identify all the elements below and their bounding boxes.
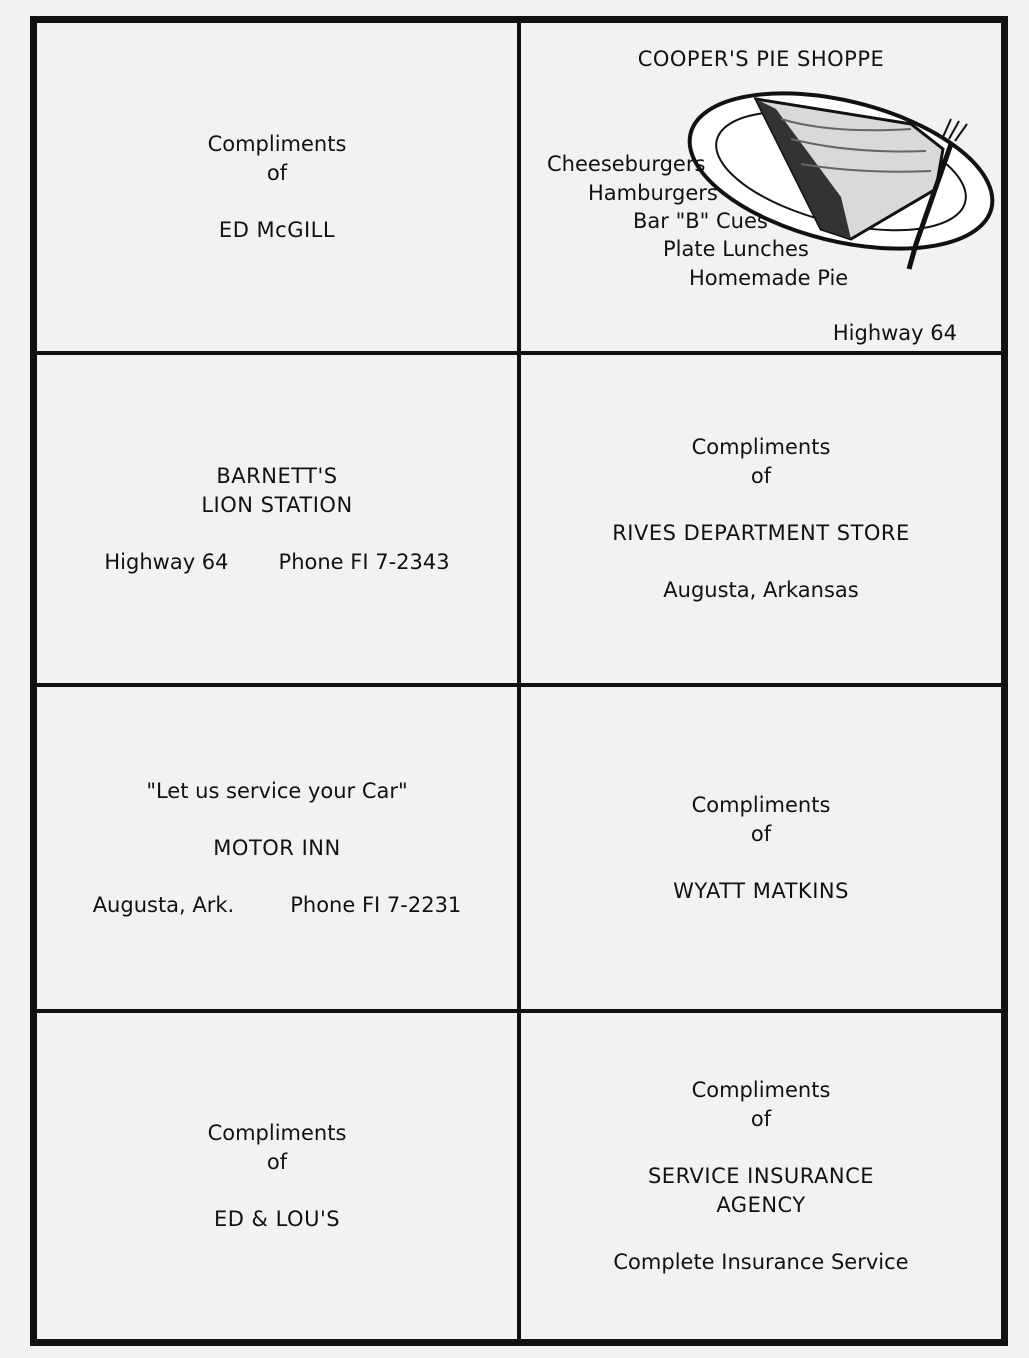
of-text: of — [750, 821, 772, 846]
of-text: of — [750, 1106, 772, 1131]
of-text: of — [266, 160, 288, 185]
advertiser-name-line2: LION STATION — [201, 492, 353, 517]
ad-barnetts-lion-station — [37, 355, 521, 687]
advertiser-name: BARNETT'S — [216, 463, 338, 488]
of-text: of — [266, 1149, 288, 1174]
ad-page — [30, 16, 1008, 1346]
advertiser-name: ED & LOU'S — [213, 1206, 341, 1231]
advertiser-name: WYATT MATKINS — [673, 878, 849, 903]
advertiser-name-line2: AGENCY — [716, 1192, 806, 1217]
ad-ed-mcgill — [37, 23, 521, 355]
advertiser-name: ED McGILL — [218, 217, 336, 242]
advertiser-name: RIVES DEPARTMENT STORE — [612, 521, 910, 545]
ad-ed-and-lous — [37, 1013, 521, 1339]
address-text: Highway 64 — [832, 321, 957, 345]
compliments-text: Compliments — [691, 1077, 831, 1102]
advertiser-name: MOTOR INN — [213, 835, 341, 860]
ad-wyatt-matkins — [521, 687, 1001, 1013]
advertiser-name: COOPER'S PIE SHOPPE — [637, 47, 885, 71]
compliments-text: Compliments — [207, 1120, 347, 1145]
ad-coopers-pie-shoppe — [521, 23, 1001, 355]
tagline-text: Complete Insurance Service — [613, 1249, 909, 1274]
ad-motor-inn — [37, 687, 521, 1013]
ad-rives-department-store — [521, 355, 1001, 687]
compliments-text: Compliments — [691, 792, 831, 817]
advertiser-name: SERVICE INSURANCE — [647, 1163, 875, 1188]
ad-grid — [30, 16, 1008, 1346]
address-text: Highway 64 — [104, 549, 229, 574]
menu-item: Cheeseburgers — [547, 152, 706, 176]
menu-item: Hamburgers — [588, 181, 718, 205]
of-text: of — [750, 464, 772, 488]
slogan-text: "Let us service your Car" — [146, 778, 408, 803]
menu-item: Plate Lunches — [663, 237, 809, 261]
location-text: Augusta, Arkansas — [663, 578, 859, 602]
phone-text: Phone FI 7-2343 — [278, 549, 450, 574]
menu-item: Homemade Pie — [689, 266, 849, 290]
menu-item: Bar "B" Cues — [633, 209, 768, 233]
compliments-text: Compliments — [207, 131, 347, 156]
compliments-text: Compliments — [691, 435, 831, 459]
contact-row — [104, 548, 449, 577]
ad-service-insurance-agency — [521, 1013, 1001, 1339]
contact-row — [93, 891, 462, 920]
phone-text: Phone FI 7-2231 — [290, 892, 462, 917]
location-text: Augusta, Ark. — [92, 892, 235, 917]
